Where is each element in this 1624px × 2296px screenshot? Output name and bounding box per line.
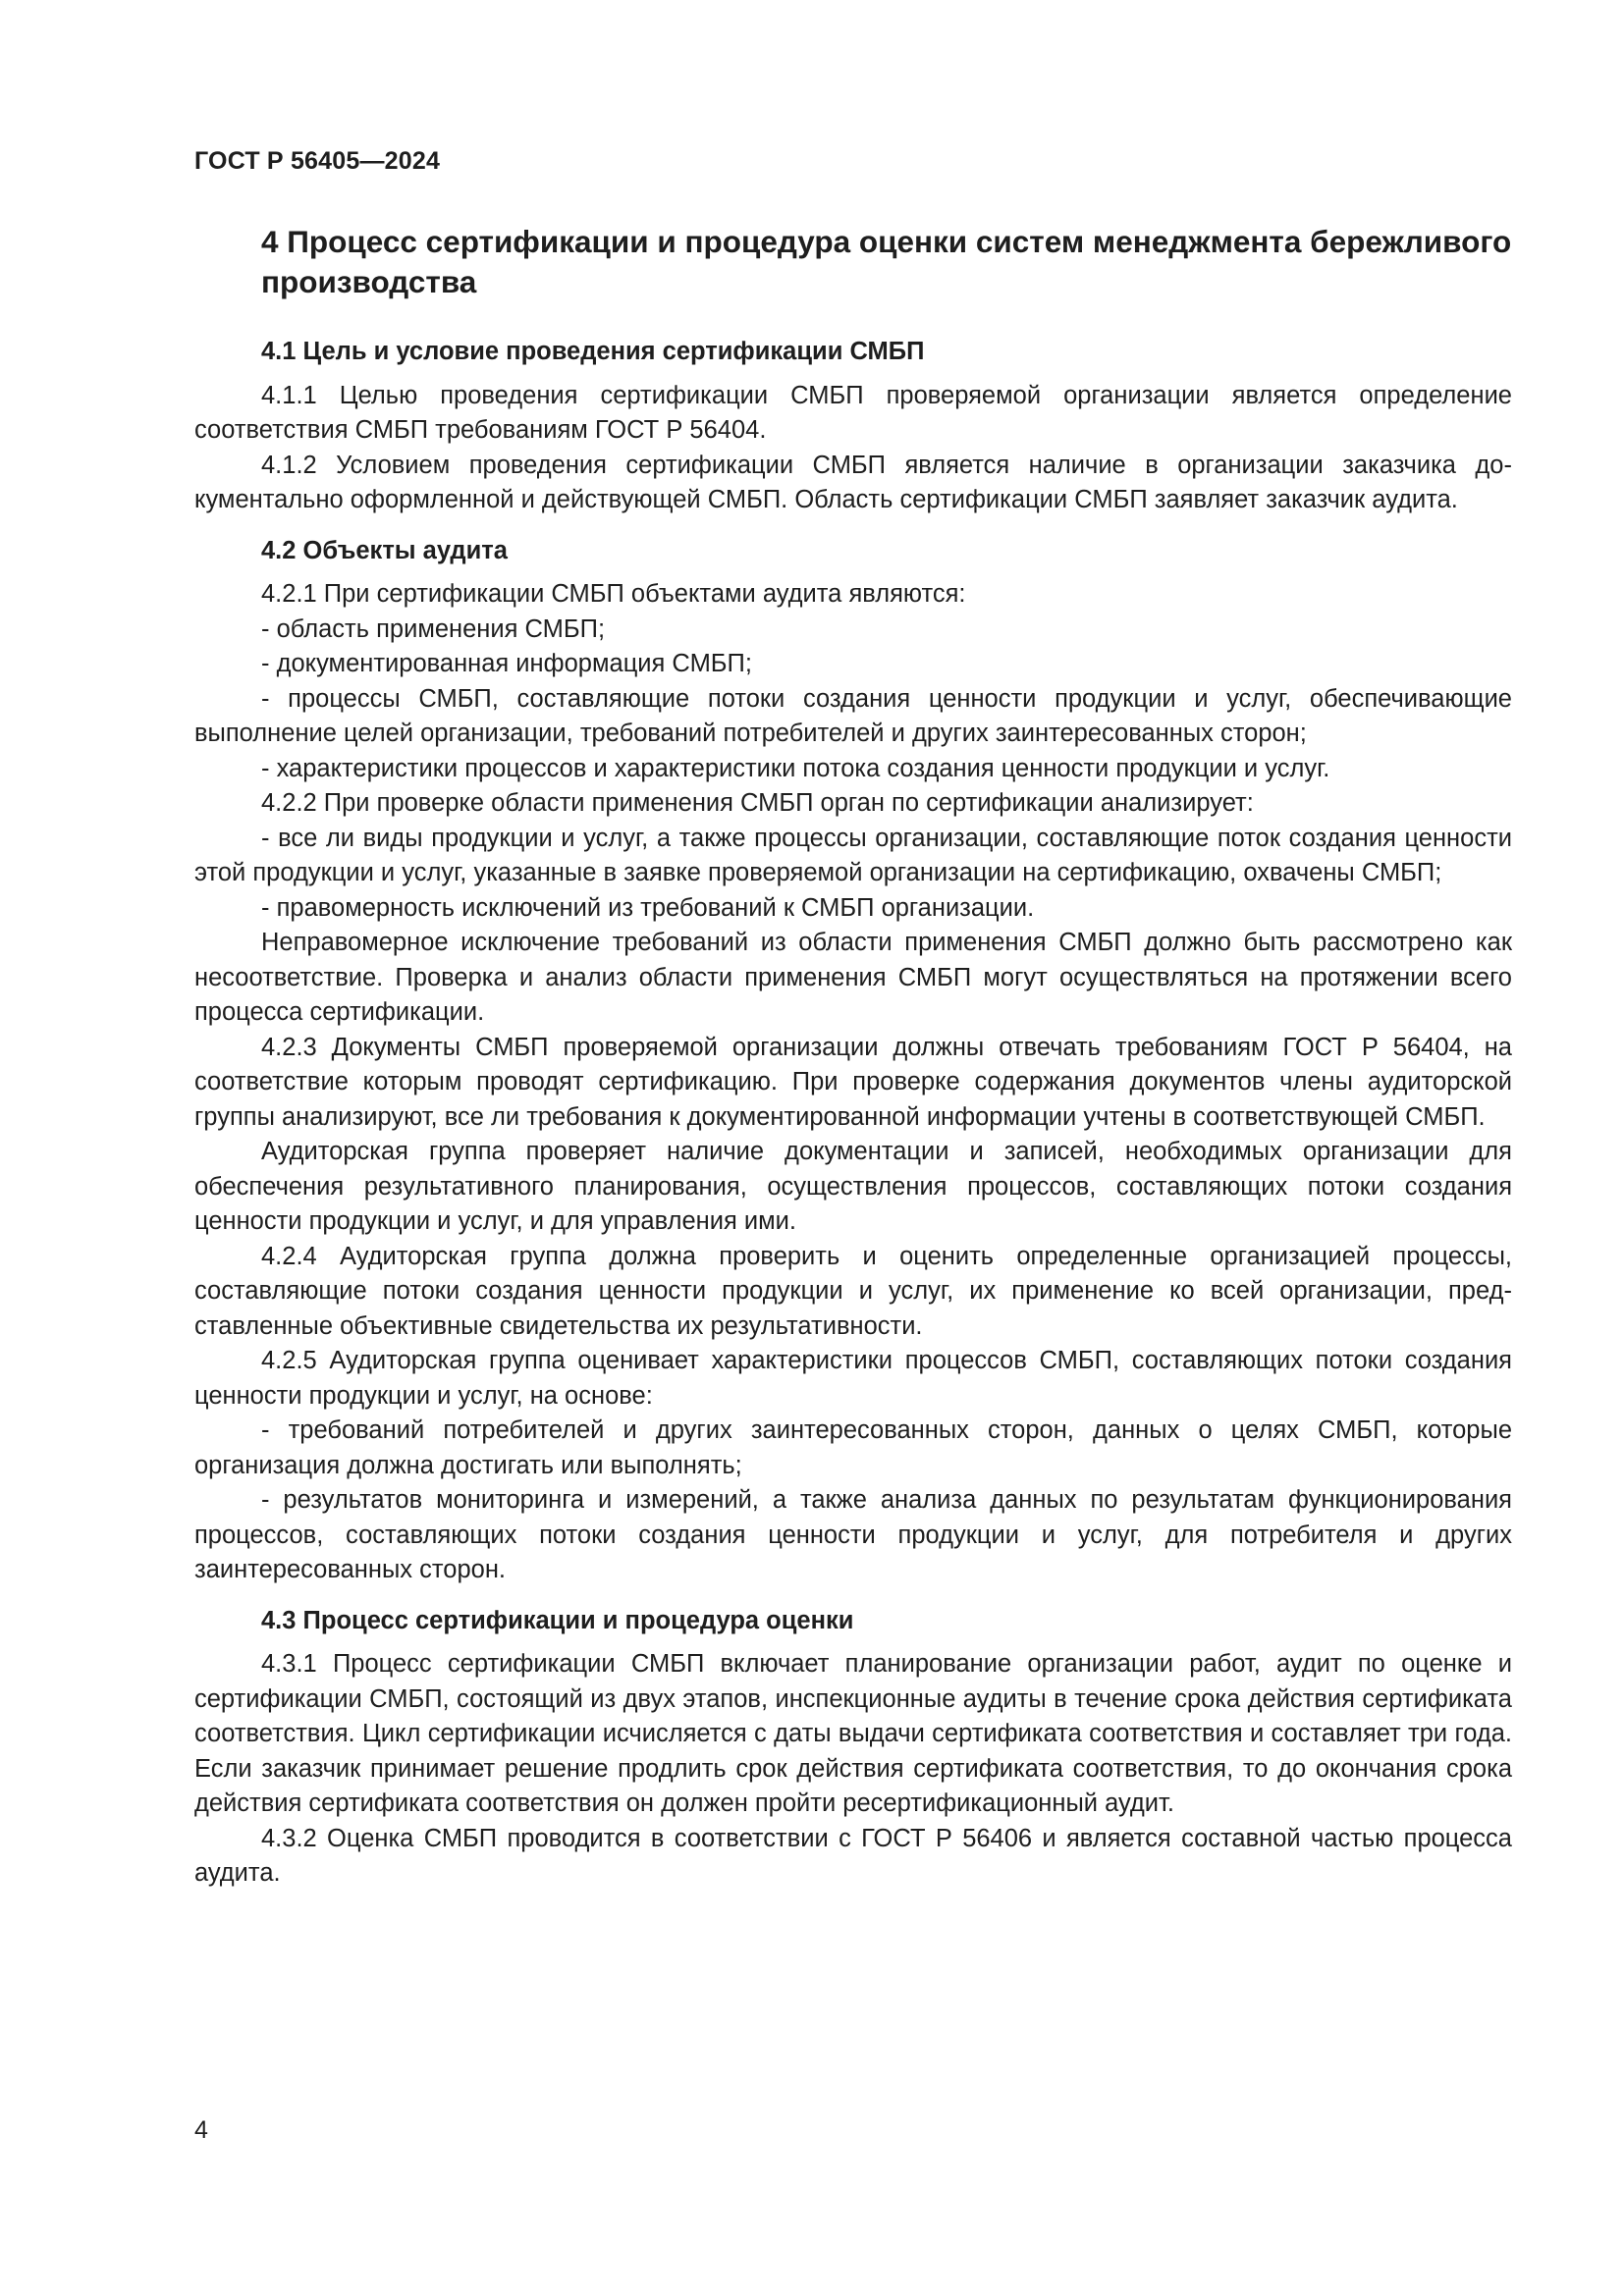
paragraph: 4.3.2 Оценка СМБП проводится в соответствии с ГОСТ Р 56406 и является составной частью процесса аудита. — [194, 1824, 1512, 1887]
page-number: 4 — [194, 2116, 208, 2144]
paragraph: 4.1.1 Целью проведения сертификации СМБП проверяемой организации является определение соответствия СМБП требованиям ГОСТ Р 56404. — [194, 381, 1512, 444]
standard-header: ГОСТ Р 56405—2024 — [194, 147, 441, 175]
paragraph: 4.2.2 При проверке области применения СМБП орган по сертификации анализирует: — [261, 789, 1254, 817]
paragraph: Аудиторская группа проверяет наличие документации и записей, необходимых организации для обеспечения результативного планирования, осуществления процессов, составляющих потоки создания ценности продукции и услуг, и для управления ими. — [194, 1138, 1512, 1235]
list-item: - область применения СМБП; — [261, 614, 606, 643]
paragraph: 4.2.1 При сертификации СМБП объектами аудита являются: — [261, 580, 966, 608]
paragraph: 4.3.1 Процесс сертификации СМБП включает планирование организации работ, аудит по оценке и сертификации СМБП, состоящий из двух этапов, инспекционные аудиты в течение срока действия сертификата соответствия. Цикл сертификации исчисляется с даты выдачи сертификата соответствия и составляет три года. Если заказчик принимает решение продлить срок действия сертификата соответствия, то до окончания срока действия сертификата соответствия он должен пройти ресертификационный аудит. — [194, 1650, 1512, 1817]
document-body — [194, 222, 1512, 1892]
paragraph: 4.2.3 Документы СМБП проверяемой организации должны отвечать требованиям ГОСТ Р 56404, на соответствие которым проводят сертификацию. При проверке содержания документов члены аудиторской группы анализируют, все ли требования к документированной информации учтены в соответствующей СМБП. — [194, 1033, 1512, 1131]
subsection-title-4-2: 4.2 Объекты аудита — [261, 536, 508, 564]
paragraph: Неправомерное исключение требований из области применения СМБП должно быть рассмотрено как несоответствие. Проверка и анализ области применения СМБП могут осуществляться на протяжении всего процесса сертификации. — [194, 929, 1512, 1026]
subsection-title-4-3: 4.3 Процесс сертификации и процедура оценки — [261, 1606, 854, 1634]
list-item: - требований потребителей и других заинтересованных сторон, данных о целях СМБП, которые организация должна достигать или выполнять; — [194, 1416, 1512, 1479]
list-item: - документированная информация СМБП; — [261, 650, 752, 677]
list-item: - результатов мониторинга и измерений, а также анализа данных по результатам функционирования процессов, составляющих потоки создания ценности продукции и услуг, для потребителя и других заинтересованных сторон. — [194, 1486, 1512, 1583]
subsection-title-4-1: 4.1 Цель и условие проведения сертификации СМБП — [261, 338, 925, 365]
paragraph: 4.1.2 Условием проведения сертификации СМБП является наличие в организации заказчика документально оформленной и действующей СМБП. Область сертификации СМБП заявляет заказчик аудита. — [194, 451, 1512, 513]
section-title: 4 Процесс сертификации и процедура оценки систем менеджмента бережливого производства — [261, 224, 1512, 299]
list-item: - характеристики процессов и характеристики потока создания ценности продукции и услуг. — [261, 754, 1330, 782]
list-item: - все ли виды продукции и услуг, а также процессы организации, составляющие поток создания ценности этой продукции и услуг, указанные в заявке проверяемой организации на сертификацию, охвачены СМБП; — [194, 824, 1512, 886]
list-item: - правомерность исключений из требований к СМБП организации. — [261, 893, 1035, 922]
list-item: - процессы СМБП, составляющие потоки создания ценности продукции и услуг, обеспечивающие выполнение целей организации, требований потребителей и других заинтересованных сторон; — [194, 684, 1512, 747]
paragraph: 4.2.4 Аудиторская группа должна проверить и оценить определенные организацией процессы, составляющие потоки создания ценности продукции и услуг, их применение ко всей организации, представленные объективные свидетельства их результативности. — [194, 1242, 1512, 1340]
paragraph: 4.2.5 Аудиторская группа оценивает характеристики процессов СМБП, составляющих потоки создания ценности продукции и услуг, на основе: — [194, 1347, 1512, 1410]
